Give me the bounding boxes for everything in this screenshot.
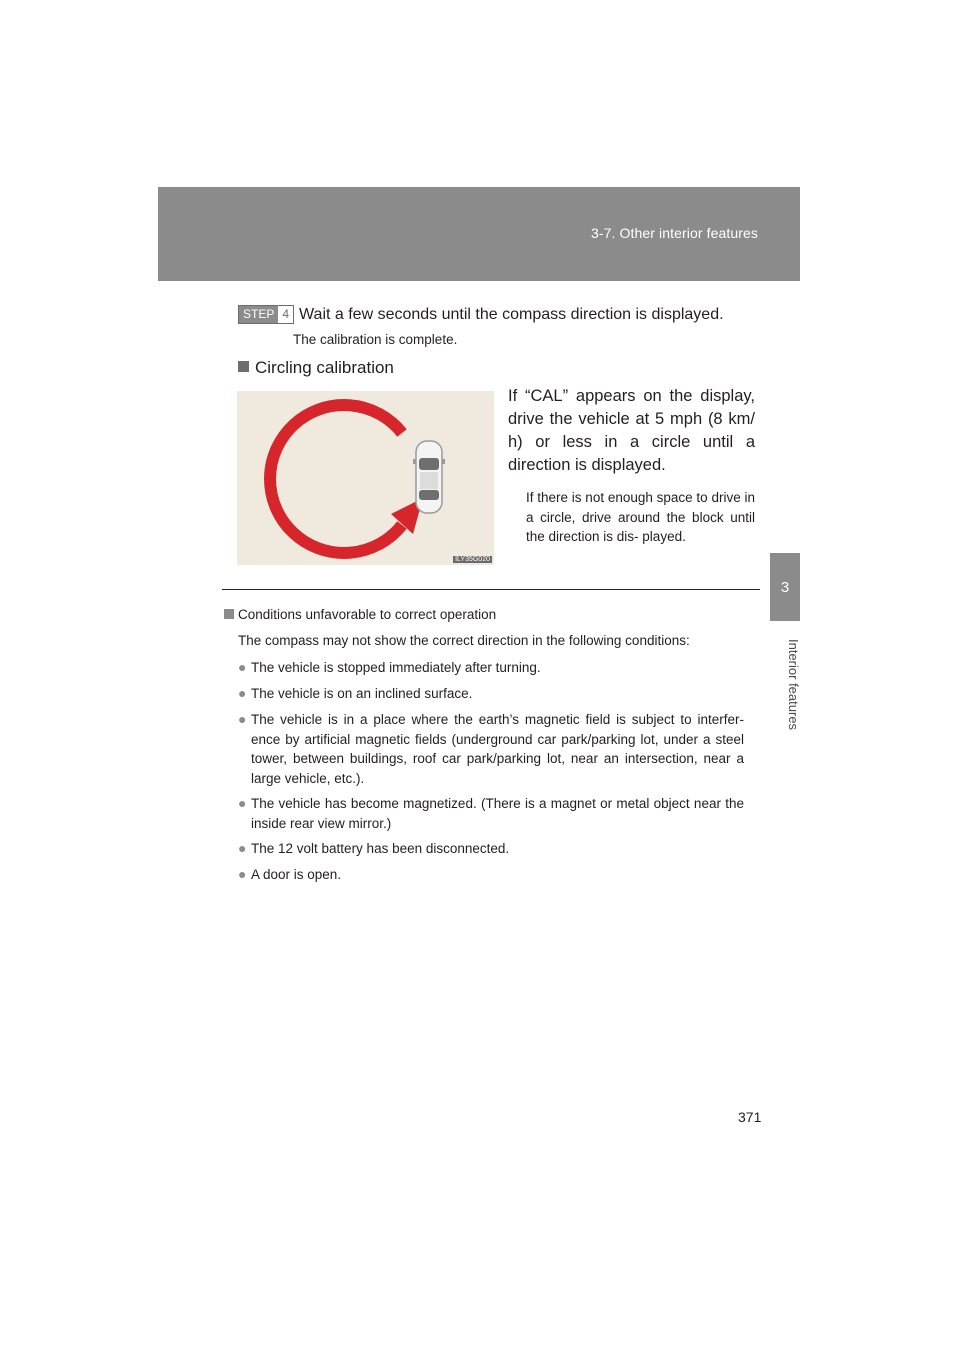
calibration-note: If there is not enough space to drive in a circle, drive around the block until the direction is dis- played. [526,490,755,544]
chapter-tab-label: Interior features [786,639,801,731]
divider [222,589,760,590]
list-item-text: The vehicle is in a place where the earth’s magnetic field is subject to interfer- ence by artificial magnetic fields (underground car park/parking lot, under a steel tower, between buildings, roof car park/parking lot, near an intersection, near a large vehicle, etc.). [251,712,744,786]
figure-code: ILY35G020 [455,556,490,563]
list-item [238,839,744,859]
bullet-dot-icon: ● [238,711,247,727]
step-badge-number: 4 [282,307,290,321]
page-number: 371 [738,1109,762,1125]
list-item [238,684,744,704]
circular-arrow-car-illustration [237,391,494,565]
notes-title-text: Conditions unfavorable to correct operation [238,607,497,622]
list-item-text: The vehicle has become magnetized. (There is a magnet or metal object near the inside rear view mirror.) [251,796,744,831]
section-title-text: Circling calibration [255,358,394,377]
section-heading: 3-7. Other interior features [591,225,758,241]
bullet-dot-icon: ● [238,685,247,701]
bullet-dot-icon: ● [238,795,247,811]
header-bar [158,187,800,281]
section-title [238,358,394,378]
list-item-text: The 12 volt battery has been disconnected. [251,841,510,856]
circling-calibration-figure [237,391,494,565]
step-badge [238,305,294,324]
list-item [238,658,744,678]
circular-arrow-icon [270,405,402,553]
step-badge-word: STEP [239,306,278,323]
notes-title [224,607,496,622]
list-item-text: The vehicle is on an inclined surface. [251,686,473,701]
list-item-text: A door is open. [251,867,342,882]
step-instruction: Wait a few seconds until the compass direction is displayed. [299,305,724,323]
list-item [238,710,744,788]
bullet-dot-icon: ● [238,659,247,675]
bullet-dot-icon: ● [238,866,247,882]
list-item [238,865,744,885]
step-4-row [238,305,724,324]
square-bullet-icon [224,609,234,619]
step-result: The calibration is complete. [293,332,458,347]
list-item-text: The vehicle is stopped immediately after turning. [251,660,541,675]
chapter-tab-number[interactable]: 3 [770,553,800,621]
car-icon [413,441,445,513]
calibration-instruction: If “CAL” appears on the display, drive the vehicle at 5 mph (8 km/ h) or less in a circle until a direction is displayed. [508,387,755,474]
bullet-dot-icon: ● [238,840,247,856]
notes-intro: The compass may not show the correct direction in the following conditions: [238,633,690,648]
list-item [238,794,744,833]
square-bullet-icon [238,361,249,372]
